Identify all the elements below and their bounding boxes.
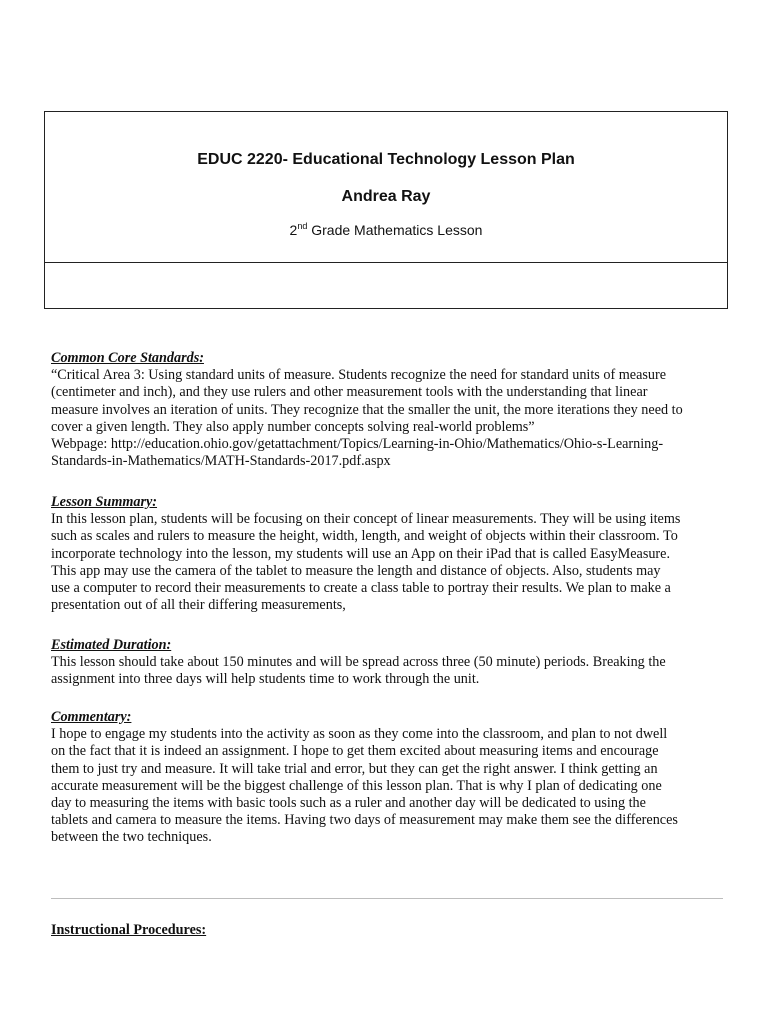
common-core-webpage-line: Webpage: http://education.ohio.gov/getattachment/Topics/Learning-in-Ohio/Mathematics/Ohio-s-Learning-: [51, 436, 664, 453]
section-divider: [51, 898, 723, 899]
lesson-subtitle: [45, 222, 727, 238]
lesson-summary-line: such as scales and rulers to measure the height, width, length, and weight of objects within their classroom. To: [51, 528, 678, 545]
common-core-heading: Common Core Standards:: [51, 350, 204, 366]
instructional-procedures-heading: Instructional Procedures:: [51, 922, 207, 938]
author-name: Andrea Ray: [341, 188, 431, 205]
commentary-line: them to just try and measure. It will take trial and error, but they can get the right answer. I think getting an: [51, 760, 658, 777]
commentary-line: between the two techniques.: [51, 829, 212, 846]
lesson-summary-line: use a computer to record their measurements to create a class table to portray their results. We plan to make a: [51, 580, 671, 597]
lesson-header-box: [44, 111, 728, 309]
common-core-webpage-line: Standards-in-Mathematics/MATH-Standards-2017.pdf.aspx: [51, 453, 391, 470]
lesson-summary-line: presentation out of all their differing measurements,: [51, 597, 346, 614]
commentary-section: [51, 709, 723, 847]
common-core-line: measure involves an iteration of units. They recognize that the smaller the unit, the more iterations they need to: [51, 401, 683, 418]
lesson-summary-heading: Lesson Summary:: [51, 494, 158, 510]
commentary-line: day to measuring the items with basic tools such as a ruler and another day will be dedicated to using the: [51, 795, 646, 812]
lesson-subtitle-text: Grade Mathematics Lesson: [307, 222, 483, 238]
lesson-header-title-cell: [45, 112, 727, 263]
estimated-duration-line: assignment into three days will help students time to work through the unit.: [51, 671, 480, 688]
estimated-duration-line: This lesson should take about 150 minutes and will be spread across three (50 minute) periods. Breaking the: [51, 654, 666, 671]
lesson-summary-line: This app may use the camera of the tablet to measure the length and distance of objects. Also, students may: [51, 562, 661, 579]
commentary-line: tablets and camera to measure the items. Having two days of measurement may make them see the differences: [51, 812, 678, 829]
course-title: EDUC 2220- Educational Technology Lesson Plan: [197, 151, 575, 168]
grade-ordinal-suffix: nd: [297, 221, 308, 231]
estimated-duration-heading: Estimated Duration:: [51, 637, 172, 653]
common-core-line: (centimeter and inch), and they use rulers and other measurement tools with the understanding that linear: [51, 384, 648, 401]
common-core-line: cover a given length. They also apply number concepts solving real-world problems”: [51, 418, 535, 435]
common-core-line: “Critical Area 3: Using standard units of measure. Students recognize the need for standard units of measure: [51, 367, 667, 384]
common-core-section: [51, 350, 723, 470]
grade-number: 2: [289, 222, 298, 238]
lesson-summary-line: In this lesson plan, students will be focusing on their concept of linear measurements. They will be using items: [51, 511, 681, 528]
commentary-line: I hope to engage my students into the activity as soon as they come into the classroom, and plan to not dwell: [51, 726, 668, 743]
commentary-heading: Commentary:: [51, 709, 132, 725]
commentary-line: accurate measurement will be the biggest challenge of this lesson plan. That is why I plan of dedicating one: [51, 777, 662, 794]
estimated-duration-section: [51, 637, 723, 689]
commentary-line: on the fact that it is indeed an assignment. I hope to get them excited about measuring items and encourage: [51, 743, 659, 760]
lesson-summary-line: incorporate technology into the lesson, my students will use an App on their iPad that is called EasyMeasure.: [51, 545, 670, 562]
lesson-summary-section: [51, 494, 723, 614]
